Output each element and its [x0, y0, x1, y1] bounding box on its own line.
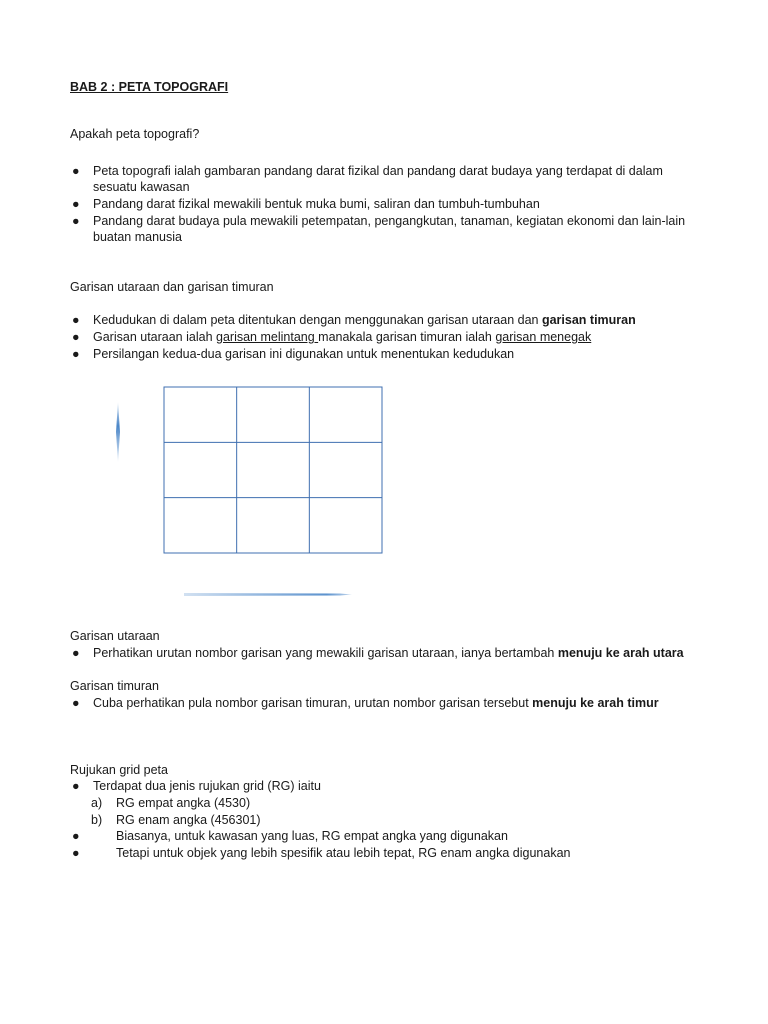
list-item-text: Garisan utaraan ialah — [93, 330, 216, 344]
bullet-icon: ● — [72, 646, 80, 660]
bullet-icon: ● — [72, 164, 80, 178]
grid-reference-types — [70, 795, 261, 829]
list-item — [70, 812, 261, 828]
heading-northing: Garisan utaraan — [70, 629, 160, 643]
underlined-text: garisan melintang — [216, 330, 319, 344]
grid-reference-notes — [70, 828, 700, 862]
northing-list — [70, 645, 700, 662]
bullet-icon: ● — [72, 214, 80, 228]
list-item-text: RG enam angka (456301) — [116, 813, 261, 827]
list-item — [70, 213, 700, 245]
definition-list — [70, 163, 700, 246]
list-label: b) — [91, 813, 103, 827]
page-title: BAB 2 : PETA TOPOGRAFI — [70, 80, 229, 94]
list-item — [70, 795, 261, 811]
list-item — [70, 695, 700, 711]
list-label: a) — [91, 796, 103, 810]
grid-lines-list — [70, 312, 700, 363]
list-item-text: manakala garisan timuran ialah — [318, 330, 496, 344]
bullet-icon: ● — [72, 347, 80, 361]
list-item — [70, 778, 700, 794]
list-item-text: Terdapat dua jenis rujukan grid (RG) iaitu — [93, 779, 321, 793]
grid-squares — [164, 387, 382, 553]
list-item — [70, 329, 700, 345]
bold-text: menuju ke arah timur — [532, 696, 659, 710]
list-item-text: RG empat angka (4530) — [116, 796, 251, 810]
grid-reference-list — [70, 778, 700, 795]
bold-text: menuju ke arah utara — [557, 646, 684, 660]
easting-list — [70, 695, 700, 712]
list-item-text: Perhatikan urutan nombor garisan yang mewakili garisan utaraan, ianya bertambah — [93, 646, 558, 660]
list-item — [70, 645, 700, 661]
northing-arrow-icon — [116, 402, 120, 462]
bullet-icon: ● — [72, 696, 80, 710]
list-item-text: Pandang darat fizikal mewakili bentuk muka bumi, saliran dan tumbuh-tumbuhan — [93, 197, 540, 211]
grid-diagram — [100, 380, 400, 610]
bullet-icon: ● — [72, 330, 80, 344]
grid-border — [164, 387, 382, 553]
section-heading-grid-lines: Garisan utaraan dan garisan timuran — [70, 280, 274, 294]
list-item — [70, 163, 700, 195]
bullet-icon: ● — [72, 313, 80, 327]
list-item-text: Kedudukan di dalam peta ditentukan dengan menggunakan garisan utaraan dan — [93, 313, 542, 327]
list-item — [70, 346, 700, 362]
bold-text: garisan timuran — [541, 313, 636, 327]
list-item-text: Cuba perhatikan pula nombor garisan timuran, urutan nombor garisan tersebut — [93, 696, 533, 710]
list-item-text: Biasanya, untuk kawasan yang luas, RG empat angka yang digunakan — [116, 829, 508, 843]
list-item — [70, 312, 700, 328]
heading-easting: Garisan timuran — [70, 679, 159, 693]
list-item-text: Persilangan kedua-dua garisan ini digunakan untuk menentukan kedudukan — [93, 347, 515, 361]
list-item-text: Pandang darat budaya pula mewakili petempatan, pengangkutan, tanaman, kegiatan ekonomi dan lain-lain buatan manusia — [93, 214, 686, 244]
easting-arrow-icon — [184, 593, 352, 596]
list-item-text: Peta topografi ialah gambaran pandang darat fizikal dan pandang darat budaya yang terdapat di dalam sesuatu kawasan — [93, 164, 663, 194]
bullet-icon: ● — [72, 829, 80, 843]
bullet-icon: ● — [72, 197, 80, 211]
list-item-text: Tetapi untuk objek yang lebih spesifik atau lebih tepat, RG enam angka digunakan — [116, 846, 571, 860]
list-item — [70, 196, 700, 212]
bullet-icon: ● — [72, 779, 80, 793]
section-heading-what-is: Apakah peta topografi? — [70, 127, 200, 141]
list-item — [70, 845, 700, 861]
list-item — [70, 828, 700, 844]
bullet-icon: ● — [72, 846, 80, 860]
underlined-text: garisan menegak — [495, 330, 592, 344]
heading-grid-reference: Rujukan grid peta — [70, 763, 168, 777]
